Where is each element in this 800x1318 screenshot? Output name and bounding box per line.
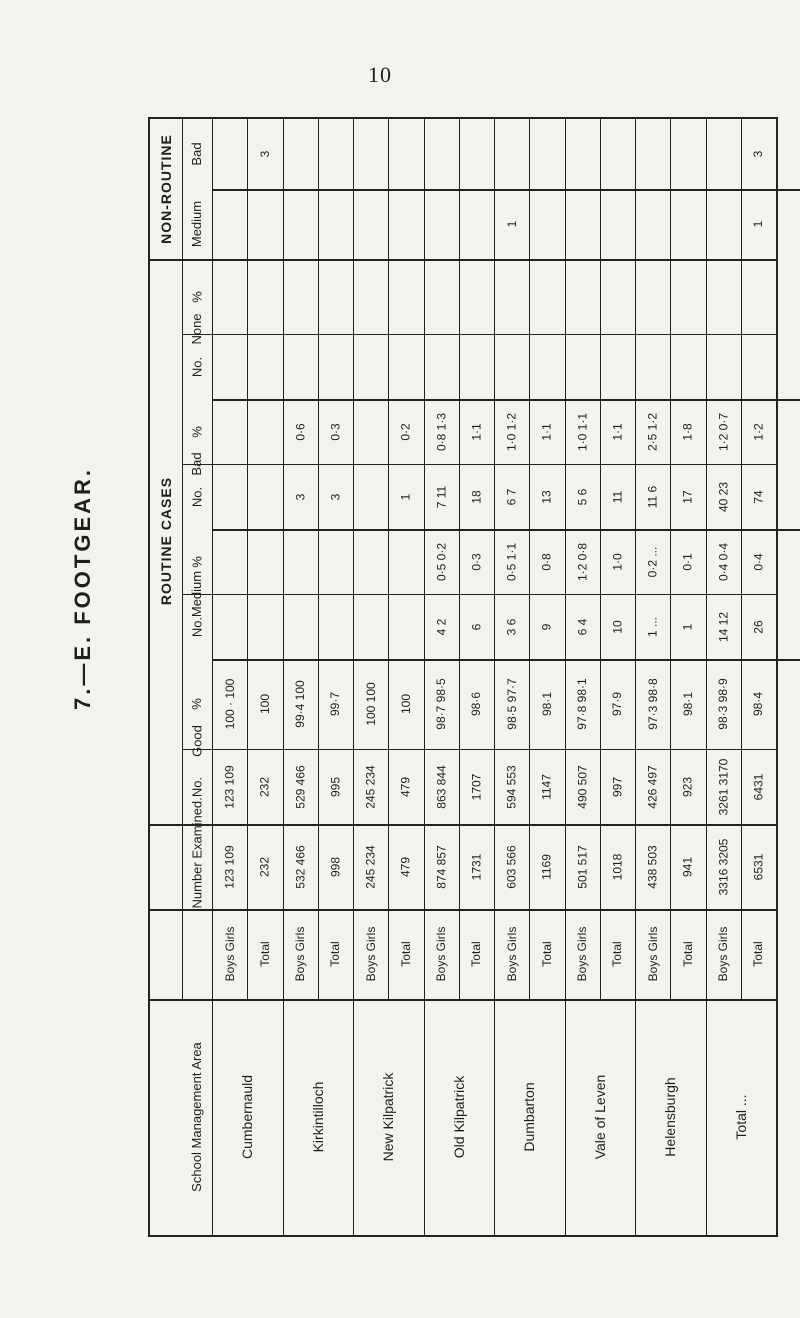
- cell-bad-pct: 1·8: [680, 422, 695, 441]
- cell-good-pct: 98·7 98·5: [434, 678, 449, 730]
- row-rule: [212, 399, 800, 401]
- cell-cat: Total: [469, 941, 484, 967]
- cell-bad-no: [362, 466, 380, 527]
- header-nr-bad: Bad: [189, 142, 204, 166]
- cell-nr-med: 1: [504, 220, 519, 228]
- cell-nr-bad: [291, 121, 309, 187]
- cell-med-pct: [397, 531, 415, 592]
- column-rule: [565, 999, 566, 1235]
- cell-med-no: 1 ...: [645, 616, 660, 637]
- cell-med-no: [397, 596, 415, 657]
- cell-med-pct: 0·3: [469, 552, 484, 571]
- cell-med-no: [291, 596, 309, 657]
- cell-good-pct: 98·3 98·9: [716, 678, 731, 730]
- cell-bad-no: 1: [398, 493, 413, 500]
- cell-nr-bad: [467, 121, 485, 187]
- cell-med-pct: 0·5 0·2: [434, 542, 449, 581]
- cell-nr-med: [432, 191, 450, 257]
- cell-bad-pct: 0·3: [328, 422, 343, 441]
- row-rule: [182, 334, 776, 335]
- cell-cat: Total: [257, 941, 272, 967]
- cell-bad-pct: 1·0 1·2: [504, 412, 519, 451]
- cell-nr-bad: [326, 121, 344, 187]
- page-number: 10: [368, 62, 392, 87]
- cell-good-no: 997: [610, 776, 625, 797]
- cell-nr-bad: [679, 121, 697, 187]
- header-number-examined: Number Examined.: [189, 797, 204, 909]
- school-name: Dumbarton: [521, 1082, 538, 1152]
- cell-good-pct: 98·6: [469, 691, 484, 717]
- cell-bad-no: 6 7: [504, 488, 519, 505]
- cell-cat: Boys Girls: [363, 926, 378, 982]
- cell-good-pct: 100 · 100: [222, 678, 237, 730]
- cell-good-no: 529 466: [293, 764, 308, 809]
- cell-nr-bad: [397, 121, 415, 187]
- cell-med-pct: [326, 531, 344, 592]
- cell-nr-med: [714, 191, 732, 257]
- cell-cat: Boys Girls: [575, 926, 590, 982]
- cell-med-pct: [221, 531, 239, 592]
- cell-bad-no: 3: [328, 493, 343, 500]
- cell-good-no: 594 553: [504, 764, 519, 809]
- cell-examined: 245 234: [363, 844, 378, 889]
- cell-nr-med: [291, 191, 309, 257]
- cell-med-pct: 1·2 0·8: [575, 542, 590, 581]
- cell-nr-bad: [714, 121, 732, 187]
- row-rule: [150, 824, 776, 826]
- cell-med-no: 9: [539, 623, 554, 630]
- row-rule: [150, 999, 776, 1001]
- cell-bad-pct: 2·5 1·2: [645, 412, 660, 451]
- cell-med-no: 1: [680, 623, 695, 630]
- cell-bad-no: 3: [293, 493, 308, 500]
- cell-bad-pct: 1·1: [469, 422, 484, 441]
- cell-med-no: 14 12: [716, 611, 731, 642]
- cell-examined: 123 109: [222, 844, 237, 889]
- column-rule: [182, 119, 183, 999]
- column-rule: [776, 119, 777, 999]
- cell-examined: 232: [257, 856, 272, 877]
- cell-med-no: [221, 596, 239, 657]
- cell-good-no: 232: [257, 776, 272, 797]
- cell-good-no: 6431: [751, 773, 766, 800]
- column-rule: [318, 119, 319, 999]
- cell-cat: Total: [328, 941, 343, 967]
- cell-good-pct: 99·4 100: [293, 680, 308, 728]
- cell-bad-pct: [362, 401, 380, 462]
- school-name: Total ...: [732, 1094, 749, 1140]
- cell-cat: Boys Girls: [434, 926, 449, 982]
- column-rule: [494, 119, 495, 999]
- row-rule: [212, 529, 800, 531]
- cell-bad-no: 74: [751, 489, 766, 504]
- cell-good-pct: 100 100: [363, 682, 378, 726]
- cell-med-no: 6: [469, 623, 484, 630]
- cell-med-no: [326, 596, 344, 657]
- column-rule: [459, 119, 460, 999]
- subheader-noneN: No.: [189, 356, 204, 377]
- cell-good-no: 3261 3170: [716, 758, 731, 815]
- column-rule: [424, 999, 425, 1235]
- footgear-table: [148, 117, 778, 1237]
- group-non-routine: NON-ROUTINE: [158, 134, 174, 244]
- cell-nr-med: [644, 191, 662, 257]
- cell-bad-pct: 0·2: [398, 422, 413, 441]
- cell-med-pct: 0·5 1·1: [504, 542, 519, 581]
- cell-good-pct: 98·5 97·7: [504, 678, 519, 730]
- cell-nr-med: 1: [751, 220, 766, 228]
- column-rule: [776, 999, 777, 1235]
- header-none: None: [189, 313, 204, 345]
- subheader-medP: %: [189, 555, 204, 568]
- cell-good-pct: 97·8 98·1: [575, 678, 590, 730]
- cell-bad-pct: 1·2: [751, 422, 766, 441]
- cell-med-no: [362, 596, 380, 657]
- cell-cat: Total: [398, 941, 413, 967]
- cell-bad-no: 11: [610, 490, 625, 503]
- cell-examined: 1169: [539, 853, 554, 880]
- cell-good-no: 1147: [539, 773, 554, 800]
- cell-nr-med: [362, 191, 380, 257]
- cell-nr-bad: 3: [257, 150, 272, 158]
- cell-bad-no: 11 6: [645, 485, 660, 508]
- cell-nr-bad: [221, 121, 239, 187]
- cell-bad-pct: 1·2 0·7: [716, 412, 731, 451]
- column-rule: [635, 119, 636, 999]
- cell-nr-med: [679, 191, 697, 257]
- column-rule: [529, 119, 530, 999]
- subheader-badP: %: [189, 425, 204, 438]
- cell-good-pct: 97·3 98·8: [645, 678, 660, 730]
- cell-bad-pct: [256, 401, 274, 462]
- cell-bad-no: 40 23: [716, 481, 731, 512]
- column-rule: [600, 119, 601, 999]
- cell-good-no: 426 497: [645, 764, 660, 809]
- cell-cat: Total: [610, 941, 625, 967]
- cell-good-no: 863 844: [434, 764, 449, 809]
- column-rule: [635, 999, 636, 1235]
- cell-good-no: 1707: [469, 773, 484, 800]
- subheader-goodN: No.: [189, 776, 204, 797]
- subheader-goodP: %: [189, 698, 204, 710]
- school-name: Kirkintilloch: [309, 1081, 326, 1153]
- cell-nr-med: [608, 191, 626, 257]
- cell-cat: Boys Girls: [293, 926, 308, 982]
- cell-med-pct: 0·4 0·4: [716, 542, 731, 581]
- cell-med-no: 6 4: [575, 618, 590, 635]
- cell-cat: Total: [751, 941, 766, 967]
- column-rule: [565, 119, 566, 999]
- cell-nr-bad: 3: [751, 150, 766, 158]
- cell-bad-pct: 1·0 1·1: [575, 412, 590, 451]
- cell-examined: 603 566: [504, 844, 519, 889]
- cell-nr-med: [397, 191, 415, 257]
- cell-examined: 532 466: [293, 844, 308, 889]
- cell-nr-bad: [362, 121, 380, 187]
- cell-nr-bad: [573, 121, 591, 187]
- cell-good-pct: 100: [398, 693, 413, 715]
- cell-med-no: 26: [751, 619, 766, 634]
- cell-good-pct: 98·4: [751, 691, 766, 717]
- cell-good-no: 479: [398, 776, 413, 797]
- column-rule: [388, 119, 389, 999]
- cell-med-no: [256, 596, 274, 657]
- school-name: New Kilpatrick: [380, 1072, 397, 1162]
- header-medium: Medium: [189, 570, 204, 618]
- cell-bad-no: 18: [469, 489, 484, 504]
- cell-good-pct: 98·1: [539, 691, 554, 717]
- cell-nr-med: [538, 191, 556, 257]
- cell-nr-med: [467, 191, 485, 257]
- cell-examined: 874 857: [434, 844, 449, 889]
- cell-nr-med: [221, 191, 239, 257]
- cell-bad-no: [256, 466, 274, 527]
- column-rule: [247, 119, 248, 999]
- subheader-noneP: %: [189, 290, 204, 303]
- cell-examined: 1018: [610, 853, 625, 880]
- cell-med-pct: 0·8: [539, 552, 554, 571]
- cell-examined: 501 517: [575, 844, 590, 889]
- cell-good-pct: 97·9: [610, 691, 625, 717]
- subheader-badN: No.: [189, 486, 204, 507]
- cell-bad-no: 13: [539, 489, 554, 504]
- cell-nr-bad: [608, 121, 626, 187]
- cell-good-no: 995: [328, 776, 343, 797]
- column-rule: [212, 119, 213, 999]
- cell-nr-bad: [503, 121, 521, 187]
- cell-cat: Boys Girls: [504, 926, 519, 982]
- cell-good-no: 490 507: [575, 764, 590, 809]
- section-title: 7.—E. FOOTGEAR.: [70, 466, 95, 710]
- cell-bad-pct: 1·1: [539, 422, 554, 441]
- column-rule: [494, 999, 495, 1235]
- cell-cat: Boys Girls: [222, 926, 237, 982]
- group-routine: ROUTINE CASES: [158, 476, 174, 606]
- cell-examined: 6531: [751, 853, 766, 880]
- subheader-medN: No.: [189, 616, 204, 637]
- cell-examined: 1731: [469, 853, 484, 880]
- column-rule: [706, 999, 707, 1235]
- cell-bad-no: 17: [680, 489, 695, 504]
- cell-good-no: 245 234: [363, 764, 378, 809]
- column-rule: [353, 119, 354, 999]
- school-name: Cumbernauld: [239, 1074, 256, 1160]
- cell-examined: 479: [398, 856, 413, 877]
- cell-good-no: 923: [680, 776, 695, 797]
- cell-nr-med: [256, 191, 274, 257]
- column-rule: [283, 119, 284, 999]
- cell-bad-pct: 0·8 1·3: [434, 412, 449, 451]
- cell-nr-med: [326, 191, 344, 257]
- cell-examined: 941: [680, 856, 695, 877]
- cell-examined: 998: [328, 856, 343, 877]
- cell-med-pct: 0·2 ...: [645, 546, 660, 577]
- cell-med-no: 10: [610, 619, 625, 634]
- cell-med-no: 3 6: [504, 618, 519, 635]
- cell-bad-pct: 0·6: [293, 422, 308, 441]
- school-name: Vale of Leven: [591, 1074, 608, 1160]
- header-school-area: School Management Area: [189, 1042, 204, 1192]
- cell-cat: Total: [680, 941, 695, 967]
- cell-examined: 3316 3205: [716, 838, 731, 895]
- cell-nr-bad: [432, 121, 450, 187]
- cell-good-pct: 98·1: [680, 691, 695, 717]
- row-rule: [182, 464, 776, 465]
- cell-nr-bad: [538, 121, 556, 187]
- cell-med-pct: 0·4: [751, 552, 766, 571]
- header-good: Good: [189, 725, 204, 757]
- row-rule: [182, 749, 776, 750]
- cell-bad-no: 7 11: [434, 485, 449, 508]
- cell-good-no: 123 109: [222, 764, 237, 809]
- header-bad: Bad: [189, 452, 204, 476]
- cell-examined: 438 503: [645, 844, 660, 889]
- cell-bad-no: 5 6: [575, 488, 590, 505]
- row-rule: [150, 259, 776, 261]
- cell-good-pct: 99·7: [328, 691, 343, 717]
- cell-med-pct: 0·1: [680, 552, 695, 571]
- cell-cat: Total: [539, 941, 554, 967]
- column-rule: [706, 119, 707, 999]
- cell-med-pct: [256, 531, 274, 592]
- cell-good-pct: 100: [257, 693, 272, 715]
- cell-cat: Boys Girls: [716, 926, 731, 982]
- cell-med-pct: [362, 531, 380, 592]
- row-rule: [182, 594, 776, 595]
- cell-bad-pct: [221, 401, 239, 462]
- column-rule: [353, 999, 354, 1235]
- cell-med-pct: [291, 531, 309, 592]
- header-nr-medium: Medium: [189, 200, 204, 248]
- school-name: Old Kilpatrick: [450, 1075, 467, 1159]
- column-rule: [741, 119, 742, 999]
- cell-nr-med: [573, 191, 591, 257]
- cell-cat: Boys Girls: [645, 926, 660, 982]
- column-rule: [424, 119, 425, 999]
- cell-med-pct: 1·0: [610, 552, 625, 571]
- school-name: Helensburgh: [662, 1077, 679, 1157]
- cell-bad-no: [221, 466, 239, 527]
- column-rule: [212, 999, 213, 1235]
- cell-nr-bad: [644, 121, 662, 187]
- cell-bad-pct: 1·1: [610, 422, 625, 441]
- column-rule: [670, 119, 671, 999]
- column-rule: [283, 999, 284, 1235]
- cell-med-no: 4 2: [434, 618, 449, 635]
